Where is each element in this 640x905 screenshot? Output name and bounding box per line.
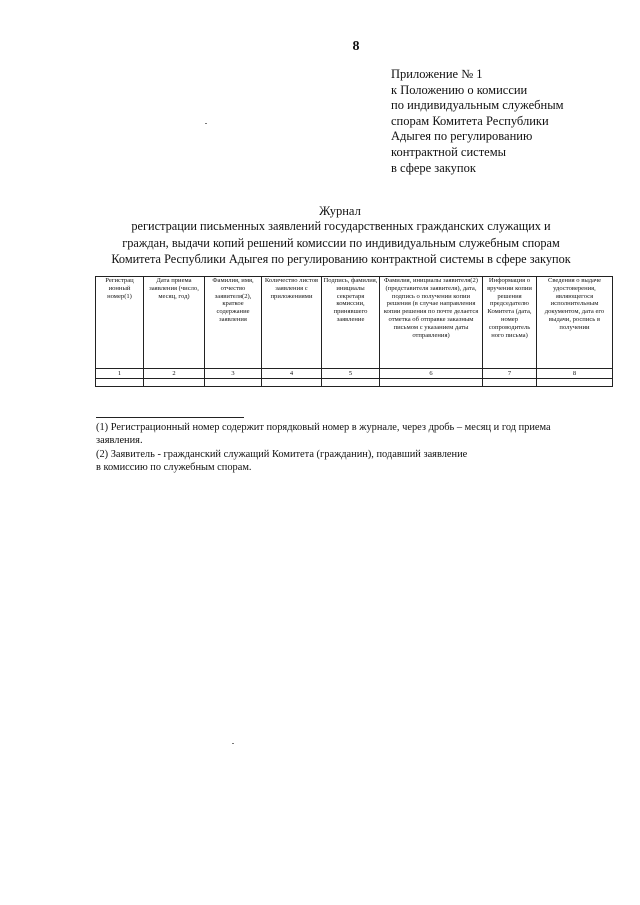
journal-table xyxy=(95,276,613,387)
column-number: 1 xyxy=(96,369,144,379)
column-number: 4 xyxy=(262,369,322,379)
column-number-row xyxy=(96,369,613,379)
appendix-line: по индивидуальным служебным xyxy=(391,98,564,113)
appendix-line: в сфере закупок xyxy=(391,160,476,175)
column-number: 6 xyxy=(380,369,483,379)
column-number: 2 xyxy=(144,369,205,379)
footnote-line: заявления. xyxy=(96,435,143,447)
column-number: 3 xyxy=(205,369,262,379)
subtitle-line: Комитета Республики Адыгея по регулированию контрактной системы в сфере закупок xyxy=(111,252,571,266)
column-number: 5 xyxy=(322,369,380,379)
column-header: Информация о вручении копии решения председателю Комитета (дата, номер сопроводитель ного письма) xyxy=(483,277,537,369)
document-title: Журнал xyxy=(319,204,361,218)
column-number: 7 xyxy=(483,369,537,379)
subtitle-line: граждан, выдачи копий решений комиссии по индивидуальным служебным спорам xyxy=(122,235,560,250)
appendix-line: Адыгея по регулированию xyxy=(391,129,533,144)
appendix-line: к Положению о комиссии xyxy=(391,82,528,97)
table-cell xyxy=(144,379,205,387)
table-cell xyxy=(96,379,144,387)
table-cell xyxy=(205,379,262,387)
appendix-line: спорам Комитета Республики xyxy=(391,113,549,128)
table-cell xyxy=(380,379,483,387)
table-row xyxy=(96,379,613,387)
column-header: Количество листов заявления с приложениями xyxy=(262,277,322,369)
table-cell xyxy=(262,379,322,387)
table-header-row xyxy=(96,277,613,369)
footnote-line: (1) Регистрационный номер содержит порядковый номер в журнале, через дробь – месяц и год приема xyxy=(96,422,551,433)
footnote-separator xyxy=(96,417,244,418)
document-subtitle xyxy=(96,218,586,268)
column-number: 8 xyxy=(537,369,613,379)
column-header: Сведения о выдаче удостоверения, являющегося исполнительным документом, дата его выдачи, роспись в получении xyxy=(537,277,613,369)
footnotes xyxy=(96,421,596,474)
footnote-line: в комиссию по служебным спорам. xyxy=(96,461,252,473)
table-cell xyxy=(483,379,537,387)
column-header: Регистрац ионный номер(1) xyxy=(96,277,144,369)
scan-speck xyxy=(205,123,207,124)
column-header: Фамилия, имя, отчество заявителя(2), краткое содержание заявления xyxy=(205,277,262,369)
appendix-line: Приложение № 1 xyxy=(391,67,483,81)
subtitle-line: регистрации письменных заявлений государственных гражданских служащих и xyxy=(131,219,551,233)
table-cell xyxy=(537,379,613,387)
appendix-block xyxy=(391,67,611,176)
table-cell xyxy=(322,379,380,387)
column-header: Подпись, фамилия, инициалы секретаря комиссии, принявшего заявление xyxy=(322,277,380,369)
page-number: 8 xyxy=(352,39,360,54)
scan-speck xyxy=(232,743,234,744)
footnote-line: (2) Заявитель - гражданский служащий Комитета (гражданин), подавший заявление xyxy=(96,448,468,460)
appendix-line: контрактной системы xyxy=(391,144,507,159)
column-header: Фамилия, инициалы заявителя(2) (представителя заявителя), дата, подпись о получении копии решения (в случае направления копии решения по почте делается отметка об отправке заказным письмом с указанием даты отправления) xyxy=(380,277,483,369)
column-header: Дата приема заявления (число, месяц, год) xyxy=(144,277,205,369)
